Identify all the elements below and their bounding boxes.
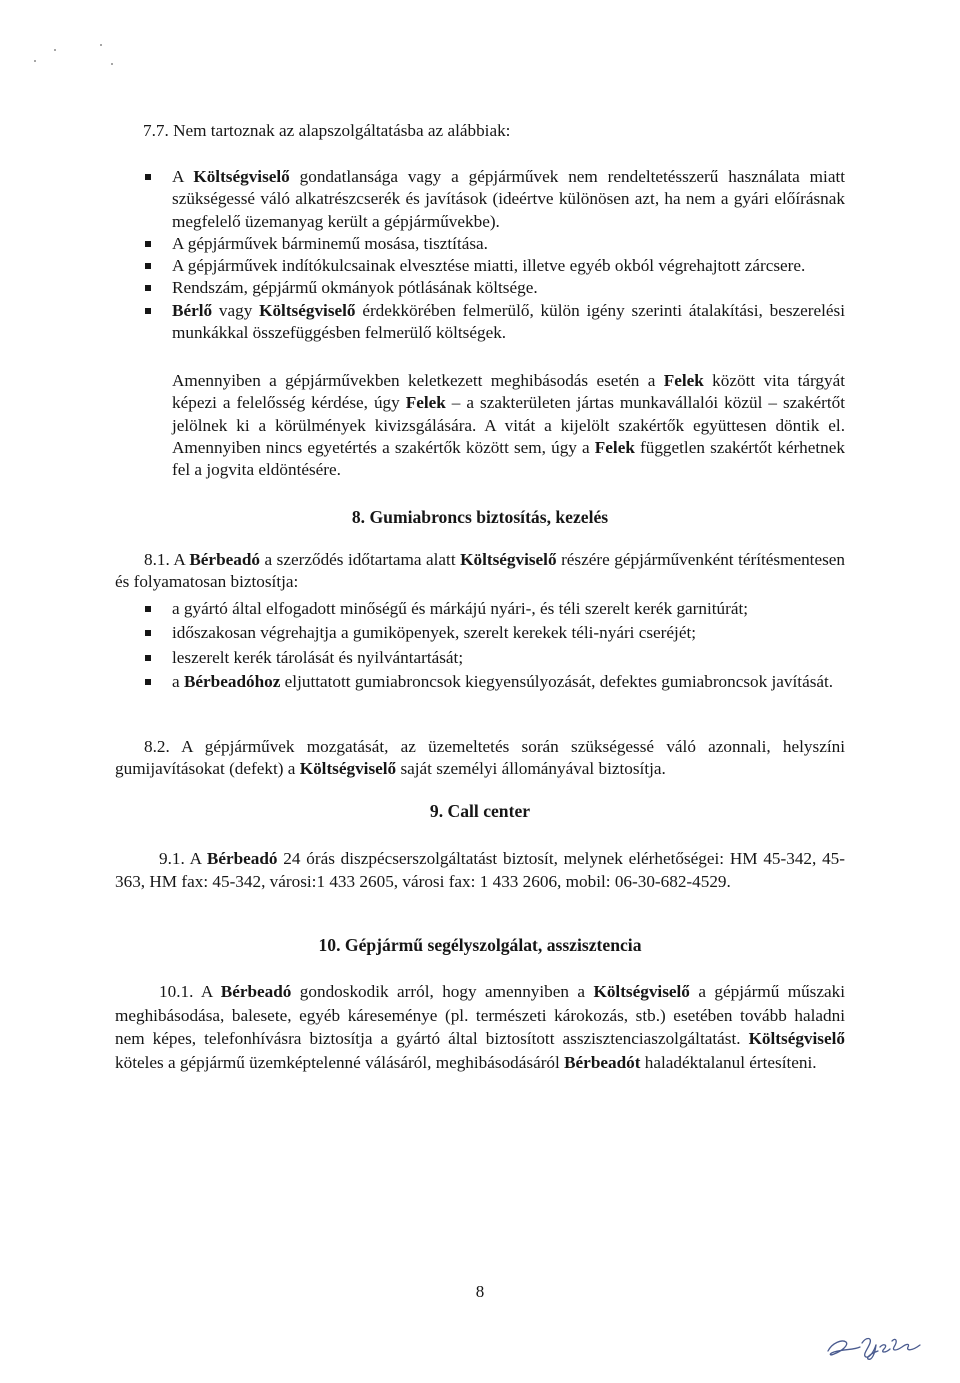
section-8-heading: 8. Gumiabroncs biztosítás, kezelés xyxy=(351,507,609,527)
paragraph-9-1: 9.1. A Bérbeadó 24 órás diszpécserszolgáltatást biztosít, melynek elérhetőségei: HM 45-342, 45-363, HM fax: 45-342, városi:1 433 2605, városi fax: 1 433 2606, mobil: 06-30-682-4529. xyxy=(115,849,845,891)
list-item: Bérlő vagy Költségviselő érdekkörében felmerülő, külön igény szerinti átalakítási, beszerelési munkákkal összefüggésben felmerülő költségek. xyxy=(143,300,845,345)
list-item: A gépjárművek bárminemű mosása, tisztítása. xyxy=(143,233,845,255)
list-item: A Költségviselő gondatlansága vagy a gépjárművek nem rendeltetésszerű használata miatt szükségessé váló alkatrészcserék és javítások (ideértve különösen azt, ha nem a gyári előírásnak megfelelő üzemanyag került a gépjárművekbe). xyxy=(143,166,845,233)
signature-initials xyxy=(822,1323,932,1363)
list-item: időszakosan végrehajtja a gumiköpenyek, szerelt kerekek téli-nyári cseréjét; xyxy=(143,622,845,644)
paragraph-8-1: 8.1. A Bérbeadó a szerződés időtartama alatt Költségviselő részére gépjárművenként térítésmentesen és folyamatosan biztosítja: xyxy=(115,550,845,592)
section-8-list xyxy=(143,598,845,693)
list-item: a gyártó által elfogadott minőségű és márkájú nyári-, és téli szerelt kerék garnitúrát; xyxy=(143,598,845,620)
list-item: a Bérbeadóhoz eljuttatott gumiabroncsok kiegyensúlyozását, defektes gumiabroncsok javítását. xyxy=(143,671,845,693)
section-7-7-list xyxy=(143,166,845,344)
section-7-7-closing: Amennyiben a gépjárművekben keletkezett meghibásodás esetén a Felek között vita tárgyát képezi a felelősség kérdése, úgy Felek – a szakterületen jártas munkavállalói közül – szakértőt jelölnek ki a körülmények kivizsgálására. A vitát a kijelölt szakértők együttesen döntik el. Amennyiben nincs egyetértés a szakértők között sem, úgy a Felek független szakértőt kérhetnek fel a jogvita eldöntésére. xyxy=(172,371,845,480)
paragraph-8-2: 8.2. A gépjárművek mozgatását, az üzemeltetés során szükségessé váló azonnali, helyszíni gumijavításokat (defekt) a Költségviselő saját személyi állományával biztosítja. xyxy=(115,737,845,779)
list-item: leszerelt kerék tárolását és nyilvántartását; xyxy=(143,647,845,669)
page-number: 8 xyxy=(475,1282,485,1301)
list-item: Rendszám, gépjármű okmányok pótlásának költsége. xyxy=(143,277,845,299)
section-7-7-intro: 7.7. Nem tartoznak az alapszolgáltatásba az alábbiak: xyxy=(143,121,511,140)
section-10-heading: 10. Gépjármű segélyszolgálat, asszisztencia xyxy=(318,935,642,955)
section-9-heading: 9. Call center xyxy=(429,801,531,821)
paragraph-10-1: 10.1. A Bérbeadó gondoskodik arról, hogy amennyiben a Költségviselő a gépjármű műszaki meghibásodása, balesete, egyéb káreseménye (pl. természeti károkozás, stb.) esetében tovább haladni nem képes, telefonhívásra biztosítja a gyártó által biztosított asszisztenciaszolgáltatást. Költségviselő köteles a gépjármű üzemképtelenné válásáról, meghibásodásáról Bérbeadót haladéktalanul értesíteni. xyxy=(115,982,845,1072)
list-item: A gépjárművek indítókulcsainak elvesztése miatti, illetve egyéb okból végrehajtott zárcsere. xyxy=(143,255,845,277)
